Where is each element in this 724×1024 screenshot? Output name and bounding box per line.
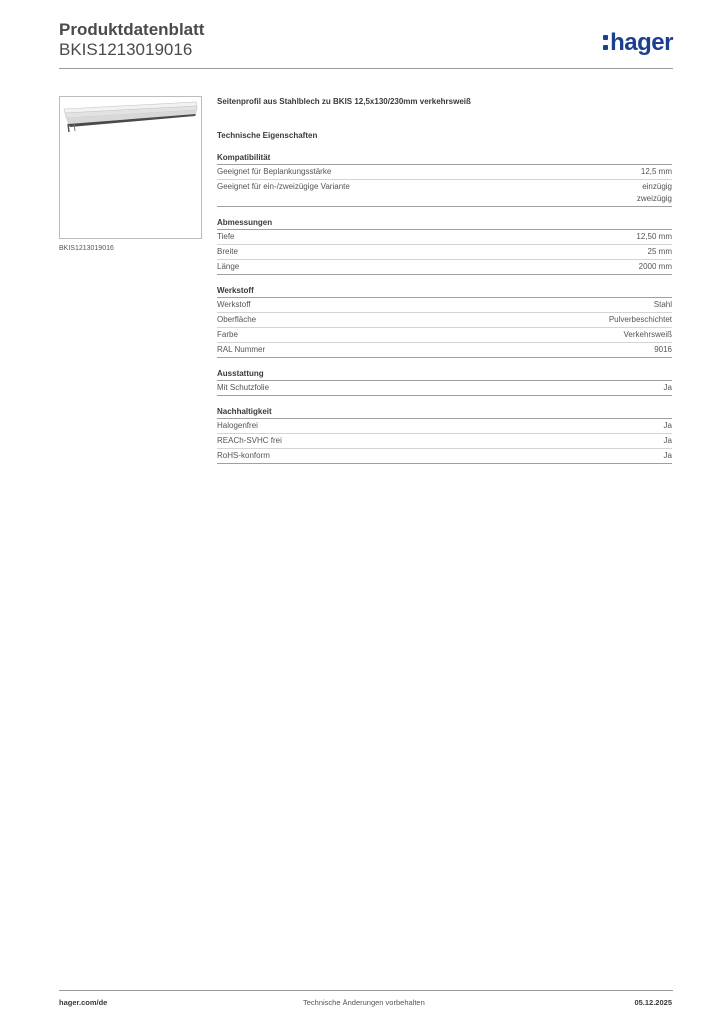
row-label: Breite bbox=[217, 247, 238, 256]
image-caption: BKIS1213019016 bbox=[59, 245, 114, 252]
row-label: RoHS-konform bbox=[217, 451, 270, 460]
table-row bbox=[217, 419, 672, 434]
table-row bbox=[217, 449, 672, 464]
row-value: 12,50 mm bbox=[636, 232, 672, 241]
product-profile-icon bbox=[60, 97, 201, 238]
logo-dots-icon bbox=[603, 34, 608, 52]
section-title: Abmessungen bbox=[217, 217, 672, 230]
row-label: Tiefe bbox=[217, 232, 235, 241]
section-title: Kompatibilität bbox=[217, 152, 672, 165]
table-row bbox=[217, 328, 672, 343]
footer-website-link[interactable]: hager.com/de bbox=[59, 998, 108, 1007]
table-row bbox=[217, 381, 672, 396]
table-row bbox=[217, 313, 672, 328]
page-title: Produktdatenblatt bbox=[59, 20, 205, 39]
row-value: 12,5 mm bbox=[640, 167, 672, 176]
row-value: Stahl bbox=[653, 300, 672, 309]
row-value: einzügig bbox=[642, 182, 672, 191]
table-row bbox=[217, 260, 672, 275]
product-description: Seitenprofil aus Stahlblech zu BKIS 12,5x130/230mm verkehrsweiß bbox=[217, 97, 471, 106]
section-title: Werkstoff bbox=[217, 285, 672, 298]
section-title: Nachhaltigkeit bbox=[217, 406, 672, 419]
row-value: Ja bbox=[663, 451, 672, 460]
row-label: Oberfläche bbox=[217, 315, 257, 324]
section-nachhaltigkeit bbox=[217, 406, 672, 464]
header-divider bbox=[59, 68, 673, 69]
row-label: Halogenfrei bbox=[217, 421, 258, 430]
row-label: Geeignet für ein-/zweizügige Variante bbox=[217, 182, 350, 191]
table-row bbox=[217, 434, 672, 449]
section-ausstattung bbox=[217, 368, 672, 396]
product-image bbox=[59, 96, 202, 239]
row-label: Länge bbox=[217, 262, 240, 271]
logo-text: hager bbox=[610, 29, 673, 56]
row-value-secondary: zweizügig bbox=[636, 194, 672, 203]
table-row bbox=[217, 180, 672, 207]
table-row bbox=[217, 298, 672, 313]
row-value: Verkehrsweiß bbox=[623, 330, 672, 339]
row-label: REACh-SVHC frei bbox=[217, 436, 282, 445]
row-label: Geeignet für Beplankungsstärke bbox=[217, 167, 332, 176]
section-title: Ausstattung bbox=[217, 368, 672, 381]
hager-logo bbox=[603, 28, 673, 58]
page-header bbox=[59, 20, 673, 68]
section-werkstoff bbox=[217, 285, 672, 358]
row-label: Mit Schutzfolie bbox=[217, 383, 270, 392]
row-value-group bbox=[637, 181, 672, 205]
table-row bbox=[217, 245, 672, 260]
row-label: Farbe bbox=[217, 330, 238, 339]
row-value: Pulverbeschichtet bbox=[608, 315, 672, 324]
section-kompatibilitaet bbox=[217, 152, 672, 207]
row-value: 2000 mm bbox=[638, 262, 672, 271]
section-abmessungen bbox=[217, 217, 672, 275]
technical-properties-title: Technische Eigenschaften bbox=[217, 131, 318, 140]
footer-divider bbox=[59, 990, 673, 991]
row-value: 9016 bbox=[654, 345, 672, 354]
article-number: BKIS1213019016 bbox=[59, 40, 193, 59]
footer-notice: Technische Änderungen vorbehalten bbox=[303, 998, 425, 1007]
table-row bbox=[217, 165, 672, 180]
row-value: 25 mm bbox=[647, 247, 672, 256]
table-row bbox=[217, 343, 672, 358]
table-row bbox=[217, 230, 672, 245]
row-label: RAL Nummer bbox=[217, 345, 266, 354]
row-label: Werkstoff bbox=[217, 300, 251, 309]
footer-date: 05.12.2025 bbox=[634, 998, 672, 1007]
row-value: Ja bbox=[663, 421, 672, 430]
row-value: Ja bbox=[663, 383, 672, 392]
datasheet-content bbox=[217, 96, 672, 464]
row-value: Ja bbox=[663, 436, 672, 445]
